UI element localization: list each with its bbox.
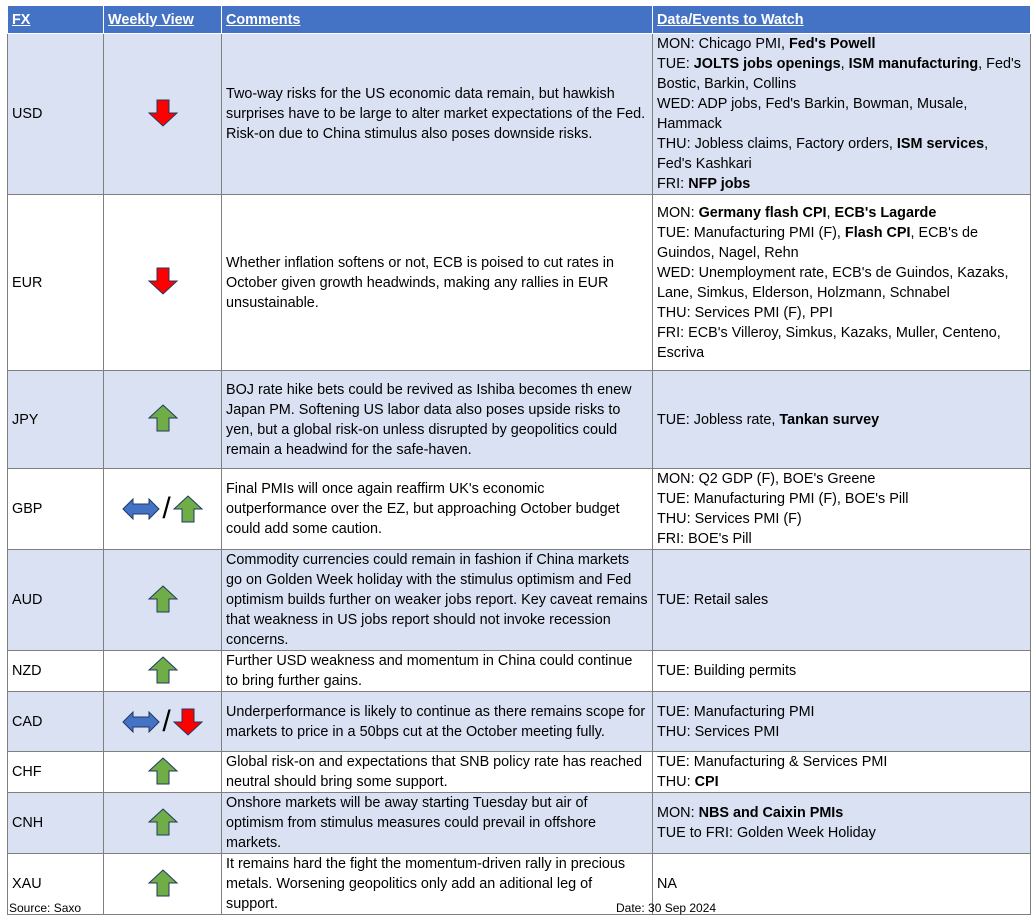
up-arrow-icon	[148, 585, 178, 613]
comment-cell: Two-way risks for the US economic data remain, but hawkish surprises have to be large to alter market expectations of the Fed. Risk-on due to China stimulus also poses downside risks.	[222, 34, 653, 195]
weekly-view-cell	[104, 793, 222, 854]
currency-cell: GBP	[8, 469, 104, 550]
source-note: Source: Saxo	[9, 901, 82, 915]
currency-cell: NZD	[8, 651, 104, 692]
weekly-view-cell	[104, 854, 222, 915]
up-arrow-icon	[148, 656, 178, 684]
up-arrow-icon	[148, 404, 178, 432]
currency-cell: USD	[8, 34, 104, 195]
event-text: WED: Unemployment rate, ECB's de Guindos, Kazaks, Lane, Simkus, Elderson, Holzmann, Schnabel	[657, 264, 1009, 301]
events-cell	[653, 651, 1031, 692]
event-line	[657, 702, 1026, 722]
event-text: THU: Jobless claims, Factory orders,	[657, 136, 897, 152]
event-text: TUE: Manufacturing PMI (F), BOE's Pill	[657, 491, 909, 507]
event-line	[657, 410, 1026, 430]
event-line	[657, 174, 1026, 194]
event-highlight: NBS and Caixin PMIs	[698, 805, 844, 821]
currency-cell: XAU	[8, 854, 104, 915]
up-arrow-icon	[148, 757, 178, 785]
event-line	[657, 509, 1026, 529]
view-arrows	[148, 582, 178, 616]
table-row	[8, 651, 1031, 692]
currency-cell: CAD	[8, 692, 104, 752]
comment-cell: Global risk-on and expectations that SNB policy rate has reached neutral should bring some support.	[222, 752, 653, 793]
left-right-arrow-icon	[122, 711, 160, 733]
events-cell	[653, 195, 1031, 371]
event-line	[657, 823, 1026, 843]
currency-cell: JPY	[8, 371, 104, 469]
fx-weekly-view-table	[7, 5, 1031, 915]
event-text: TUE: Retail sales	[657, 592, 769, 608]
event-line	[657, 34, 1026, 54]
event-text: ,	[840, 56, 849, 72]
weekly-view-cell	[104, 469, 222, 550]
event-line	[657, 94, 1026, 134]
event-text: THU: Services PMI	[657, 723, 780, 740]
weekly-view-cell	[104, 550, 222, 651]
view-arrows	[148, 653, 178, 687]
events-cell	[653, 34, 1031, 195]
event-text: FRI: BOE's Pill	[657, 531, 752, 547]
event-highlight: NFP jobs	[688, 176, 751, 192]
up-arrow-icon	[148, 869, 178, 897]
event-line	[657, 203, 1026, 223]
view-arrows	[148, 754, 178, 788]
down-arrow-icon	[173, 708, 203, 736]
event-text: TUE: Manufacturing PMI (F),	[657, 224, 845, 241]
view-arrows	[148, 401, 178, 435]
event-text: THU: Services PMI (F)	[657, 511, 802, 527]
event-line	[657, 134, 1026, 174]
events-cell	[653, 371, 1031, 469]
currency-cell: AUD	[8, 550, 104, 651]
event-text: WED: ADP jobs, Fed's Barkin, Bowman, Musale, Hammack	[657, 96, 968, 132]
event-highlight: Tankan survey	[779, 411, 880, 428]
comment-cell: Final PMIs will once again reaffirm UK's economic outperformance over the EZ, but approaching October budget could add some caution.	[222, 469, 653, 550]
header-events: Data/Events to Watch	[653, 6, 1031, 34]
comment-cell: It remains hard the fight the momentum-driven rally in precious metals. Worsening geopolitics only add an aditional leg of support.	[222, 854, 653, 915]
event-highlight: JOLTS jobs openings	[693, 56, 841, 72]
event-line	[657, 323, 1026, 363]
comment-cell: Commodity currencies could remain in fashion if China markets go on Golden Week holiday with the stimulus optimism and Fed optimism builds further on weaker jobs report. Key caveat remains that weakness in US jobs report should not invoke recession concerns.	[222, 550, 653, 651]
view-arrows	[122, 705, 202, 739]
event-text: TUE: Manufacturing & Services PMI	[657, 754, 888, 770]
event-text: TUE: Jobless rate,	[657, 411, 780, 428]
weekly-view-cell	[104, 692, 222, 752]
header-row	[8, 6, 1031, 34]
table-row	[8, 34, 1031, 195]
currency-cell: CHF	[8, 752, 104, 793]
events-cell	[653, 550, 1031, 651]
event-text: FRI:	[657, 176, 689, 192]
event-highlight: Flash CPI	[844, 224, 911, 241]
event-highlight: ISM manufacturing	[848, 56, 979, 72]
down-arrow-icon	[148, 267, 178, 295]
event-line	[657, 803, 1026, 823]
comment-cell: Underperformance is likely to continue as there remains scope for markets to price in a 50bps cut at the October meeting fully.	[222, 692, 653, 752]
event-text: NA	[657, 876, 677, 892]
slash-separator: /	[162, 492, 171, 525]
table-row	[8, 752, 1031, 793]
event-text: MON: Q2 GDP (F), BOE's Greene	[657, 471, 876, 487]
event-text: MON:	[657, 204, 699, 221]
event-line	[657, 303, 1026, 323]
event-line	[657, 874, 1026, 894]
event-line	[657, 469, 1026, 489]
view-arrows	[148, 96, 178, 130]
event-line	[657, 223, 1026, 263]
event-text: MON: Chicago PMI,	[657, 36, 789, 52]
view-arrows	[148, 264, 178, 298]
event-line	[657, 722, 1026, 742]
event-text: , Fed's Kashkari	[657, 136, 989, 172]
event-line	[657, 263, 1026, 303]
weekly-view-cell	[104, 651, 222, 692]
event-text: FRI: ECB's Villeroy, Simkus, Kazaks, Muller, Centeno, Escriva	[657, 324, 1001, 361]
table-row	[8, 195, 1031, 371]
event-highlight: Germany flash CPI	[698, 204, 827, 221]
events-cell	[653, 692, 1031, 752]
event-text: TUE: Manufacturing PMI	[657, 703, 815, 720]
event-text: TUE: Building permits	[657, 663, 797, 679]
event-highlight: ECB's Lagarde	[834, 204, 937, 221]
weekly-view-cell	[104, 752, 222, 793]
table-row	[8, 854, 1031, 915]
event-line	[657, 661, 1026, 681]
event-line	[657, 772, 1026, 792]
event-text: TUE to FRI: Golden Week Holiday	[657, 825, 876, 841]
header-comments: Comments	[222, 6, 653, 34]
table-row	[8, 692, 1031, 752]
events-cell	[653, 469, 1031, 550]
header-fx: FX	[8, 6, 104, 34]
comment-cell: BOJ rate hike bets could be revived as Ishiba becomes th enew Japan PM. Softening US labor data also poses upside risks to yen, but a global risk-on unless disrupted by geopolitics could remain a headwind for the safe-haven.	[222, 371, 653, 469]
event-line	[657, 529, 1026, 549]
weekly-view-cell	[104, 371, 222, 469]
table-row	[8, 371, 1031, 469]
event-line	[657, 752, 1026, 772]
comment-cell: Further USD weakness and momentum in China could continue to bring further gains.	[222, 651, 653, 692]
event-highlight: CPI	[694, 774, 719, 790]
currency-cell: CNH	[8, 793, 104, 854]
event-highlight: Fed's Powell	[788, 36, 876, 52]
event-line	[657, 489, 1026, 509]
view-arrows	[148, 805, 178, 839]
event-text: , Fed's Bostic, Barkin, Collins	[657, 56, 1021, 92]
down-arrow-icon	[148, 99, 178, 127]
event-text: ,	[826, 204, 835, 221]
date-note: Date: 30 Sep 2024	[616, 901, 717, 915]
event-line	[657, 54, 1026, 94]
events-cell	[653, 752, 1031, 793]
slash-separator: /	[162, 704, 171, 738]
events-cell	[653, 793, 1031, 854]
event-line	[657, 590, 1026, 610]
view-arrows	[148, 866, 178, 900]
up-arrow-icon	[148, 808, 178, 836]
event-text: , ECB's de Guindos, Nagel, Rehn	[657, 224, 979, 261]
event-highlight: ISM services	[896, 136, 985, 152]
view-arrows	[122, 492, 202, 526]
event-text: THU:	[657, 774, 695, 790]
weekly-view-cell	[104, 34, 222, 195]
event-text: TUE:	[657, 56, 694, 72]
event-text: THU: Services PMI (F), PPI	[657, 304, 833, 321]
left-right-arrow-icon	[122, 498, 160, 520]
table-row	[8, 793, 1031, 854]
table-row	[8, 550, 1031, 651]
currency-cell: EUR	[8, 195, 104, 371]
header-weekly-view: Weekly View	[104, 6, 222, 34]
event-text: MON:	[657, 805, 699, 821]
weekly-view-cell	[104, 195, 222, 371]
up-arrow-icon	[173, 495, 203, 523]
table-row	[8, 469, 1031, 550]
comment-cell: Onshore markets will be away starting Tuesday but air of optimism from stimulus measures could prevail in offshore markets.	[222, 793, 653, 854]
comment-cell: Whether inflation softens or not, ECB is poised to cut rates in October given growth headwinds, making any rallies in EUR unsustainable.	[222, 195, 653, 371]
